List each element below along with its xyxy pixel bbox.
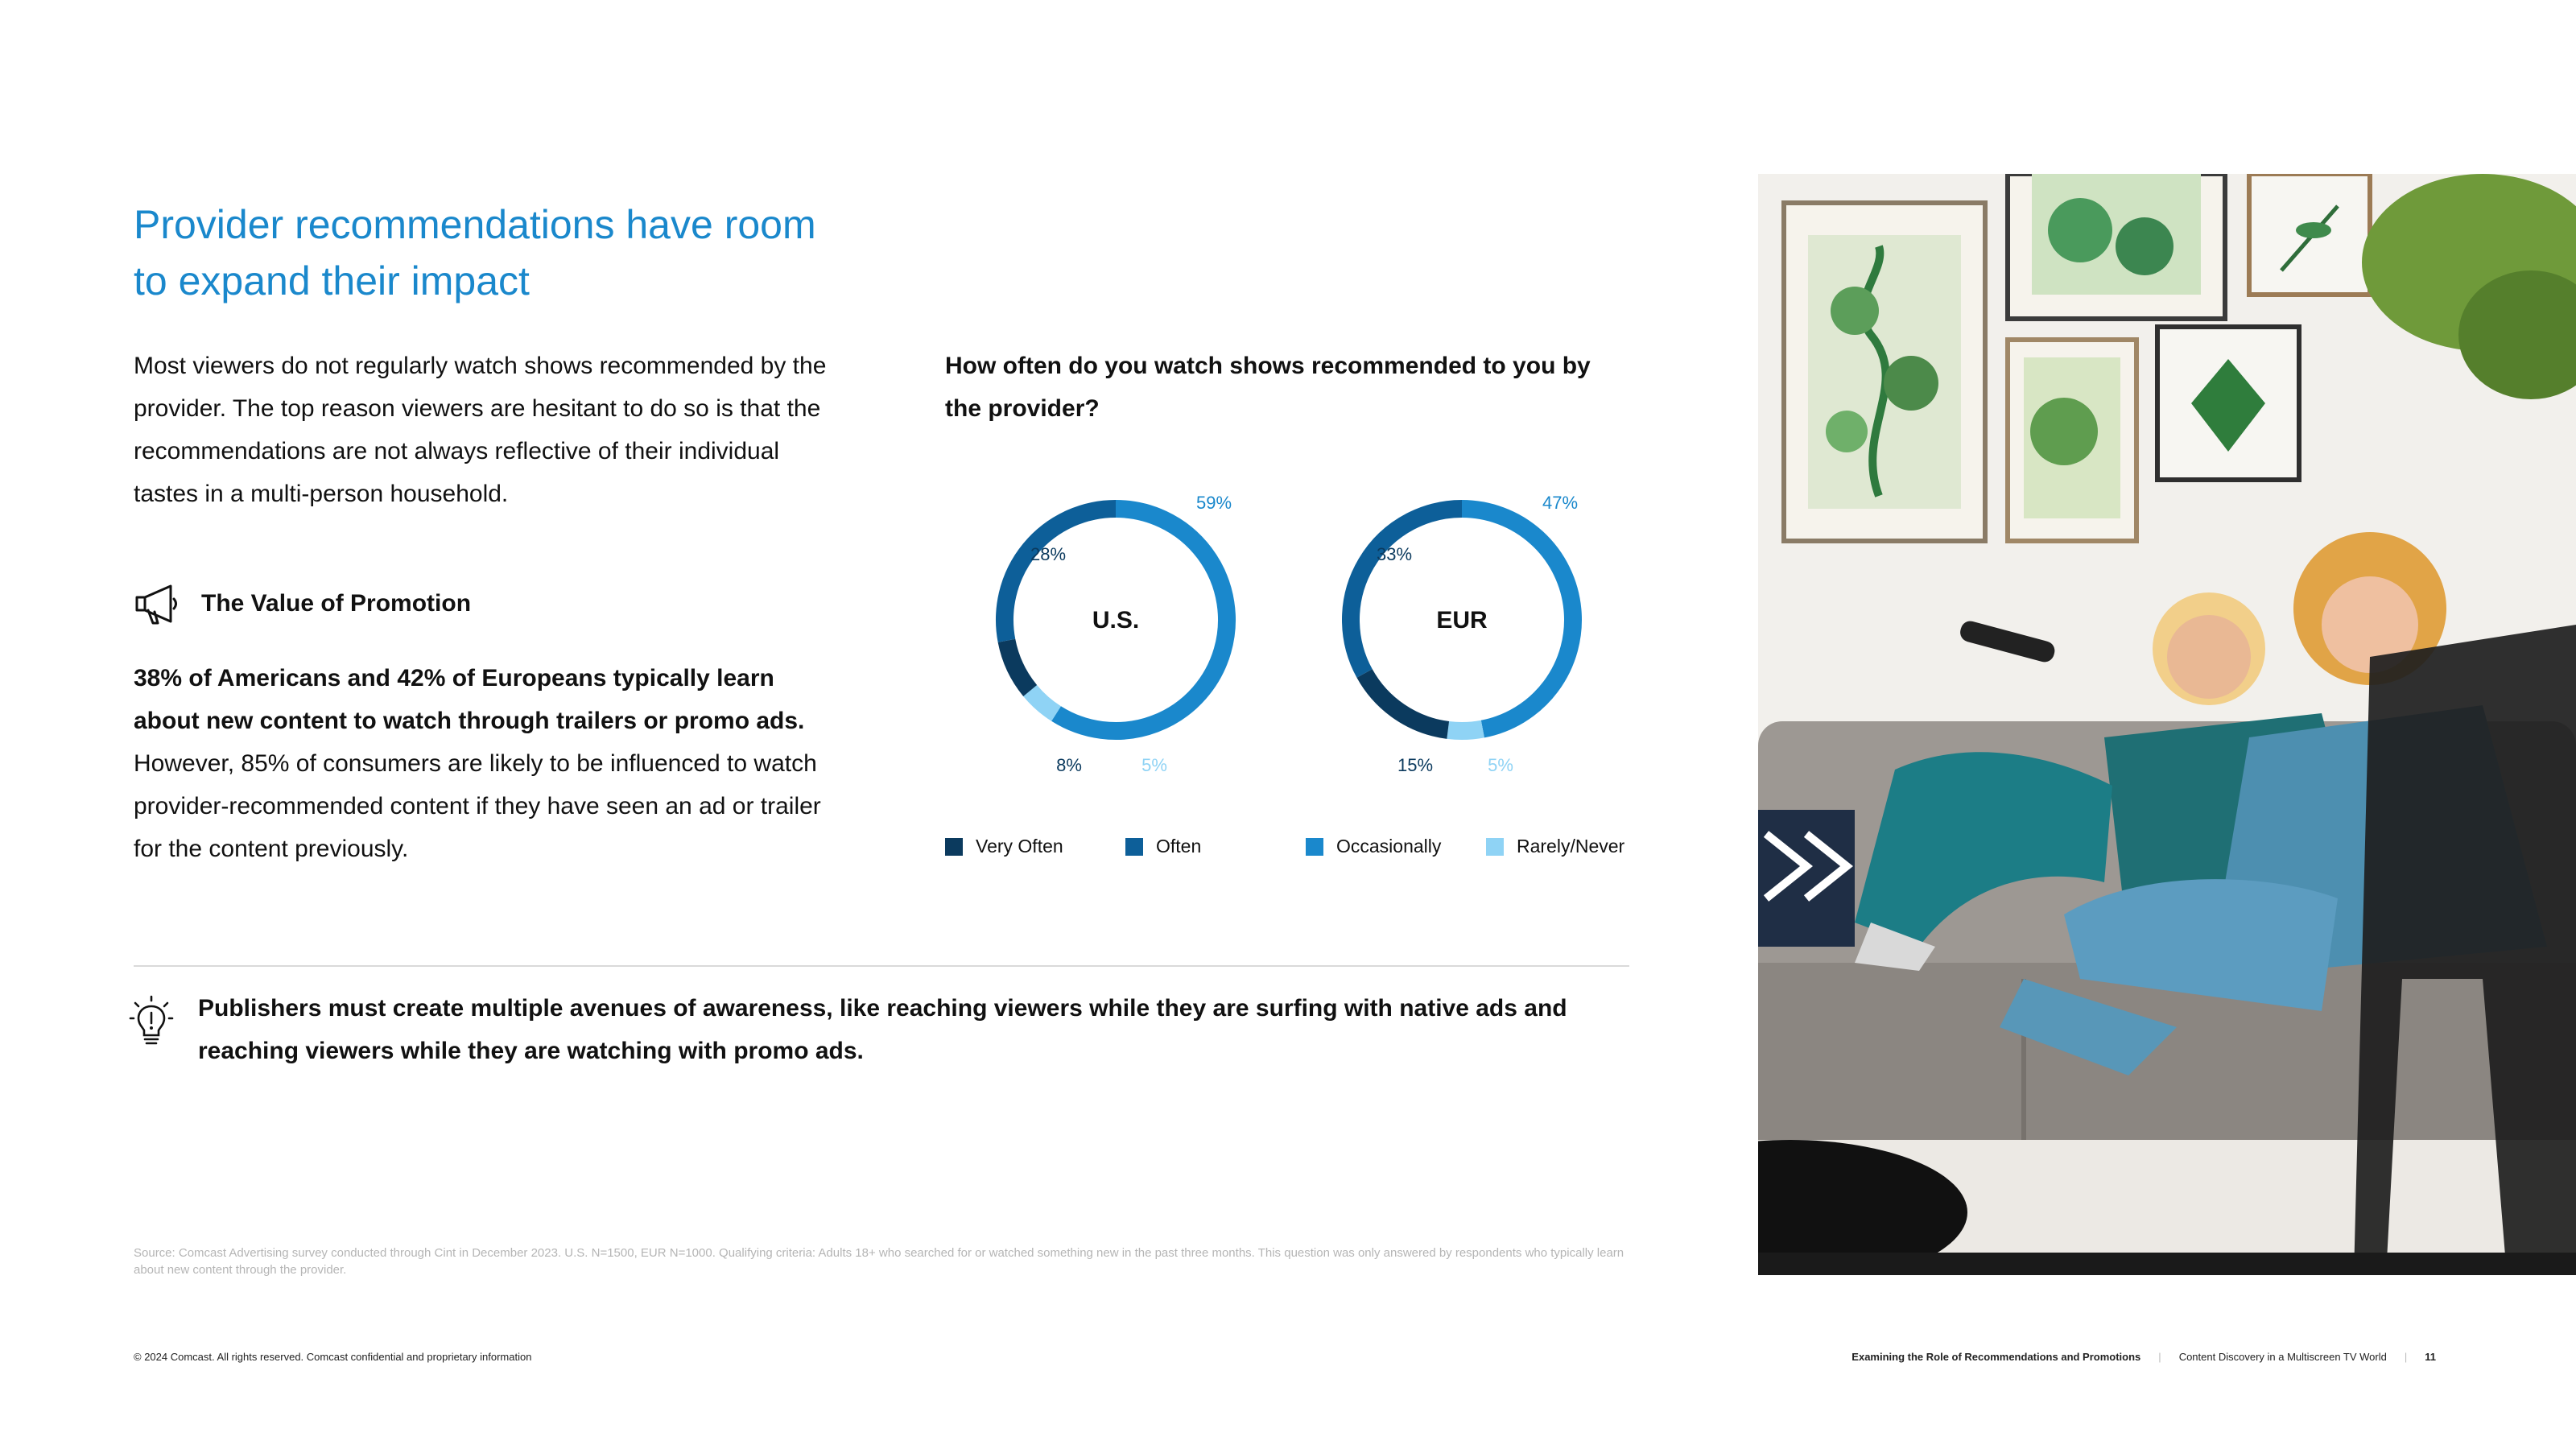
legend-label: Occasionally bbox=[1336, 836, 1442, 857]
legend-swatch bbox=[1125, 838, 1143, 856]
legend-item bbox=[1486, 836, 1624, 857]
insight-text: Publishers must create multiple avenues of awareness, like reaching viewers while they are surfing with native ads and reaching viewers while they are watching with promo ads. bbox=[198, 995, 1567, 1064]
footer-section: Examining the Role of Recommendations and Promotions bbox=[1852, 1351, 2141, 1363]
promo-heading: The Value of Promotion bbox=[201, 590, 472, 617]
donut-value-label: 8% bbox=[1056, 755, 1082, 775]
legend-label: Often bbox=[1156, 836, 1202, 857]
promo-body-text: However, 85% of consumers are likely to be influenced to watch provider-recommended content if they have seen an ad or trailer for the content previously. bbox=[134, 750, 821, 862]
source-note: Source: Comcast Advertising survey conducted through Cint in December 2023. U.S. N=1500, EUR N=1000. Qualifying criteria: Adults 18+ who searched for or watched something new in the past three months. This question was only answered by respondents who typically learn about new content through the provider. bbox=[134, 1246, 1624, 1277]
legend-item bbox=[1306, 836, 1441, 857]
footer-page-number: 11 bbox=[2425, 1351, 2436, 1363]
donut-value-label: 47% bbox=[1542, 493, 1579, 513]
legend-label: Rarely/Never bbox=[1517, 836, 1625, 857]
legend-item bbox=[1125, 836, 1201, 857]
legend-swatch bbox=[1486, 838, 1504, 856]
donut-segment-us-rarelynever bbox=[1030, 691, 1056, 714]
donut-segment-us-occasionally bbox=[1056, 509, 1227, 731]
chart-question: How often do you watch shows recommended to you by the provider? bbox=[945, 353, 1591, 422]
promo-bold-text: 38% of Americans and 42% of Europeans typically learn about new content to watch through trailers or promo ads. bbox=[134, 665, 805, 734]
footer-right bbox=[1852, 1351, 2436, 1363]
donut-value-label: 15% bbox=[1397, 755, 1434, 775]
footer-copyright: © 2024 Comcast. All rights reserved. Comcast confidential and proprietary information bbox=[134, 1351, 532, 1363]
photo-illustration bbox=[1758, 174, 2576, 1275]
donut-value-label: 59% bbox=[1195, 493, 1232, 513]
chart-legend bbox=[945, 836, 1637, 863]
donut-segment-eur-often bbox=[1351, 509, 1462, 673]
donut-value-label: 33% bbox=[1376, 544, 1413, 564]
living-room-photo bbox=[1758, 174, 2576, 1275]
megaphone-icon bbox=[134, 581, 180, 626]
donut-segment-us-veryoften bbox=[1006, 641, 1030, 691]
lightbulb-icon bbox=[129, 995, 174, 1048]
donut-segment-eur-veryoften bbox=[1364, 673, 1448, 729]
donut-value-label: 5% bbox=[1488, 755, 1513, 775]
footer-separator: | bbox=[2404, 1351, 2408, 1363]
legend-swatch bbox=[945, 838, 963, 856]
donut-center-label: U.S. bbox=[1092, 607, 1140, 634]
footer-report: Content Discovery in a Multiscreen TV World bbox=[2178, 1351, 2387, 1363]
legend-swatch bbox=[1306, 838, 1323, 856]
divider bbox=[134, 965, 1629, 967]
donut-segment-eur-rarelynever bbox=[1448, 729, 1483, 731]
donut-charts bbox=[934, 475, 1642, 789]
promo-paragraph bbox=[134, 657, 842, 870]
donut-value-label: 5% bbox=[1141, 755, 1167, 775]
footer-separator: | bbox=[2158, 1351, 2161, 1363]
donut-center-label: EUR bbox=[1436, 607, 1488, 634]
page-title: Provider recommendations have room to expand their impact bbox=[134, 202, 816, 303]
legend-item bbox=[945, 836, 1063, 857]
intro-paragraph: Most viewers do not regularly watch shows recommended by the provider. The top reason viewers are hesitant to do so is that the recommendations are not always reflective of their individual tastes in a multi-person household. bbox=[134, 353, 827, 507]
promo-heading-row bbox=[134, 581, 471, 626]
donut-value-label: 28% bbox=[1030, 544, 1067, 564]
legend-label: Very Often bbox=[976, 836, 1063, 857]
